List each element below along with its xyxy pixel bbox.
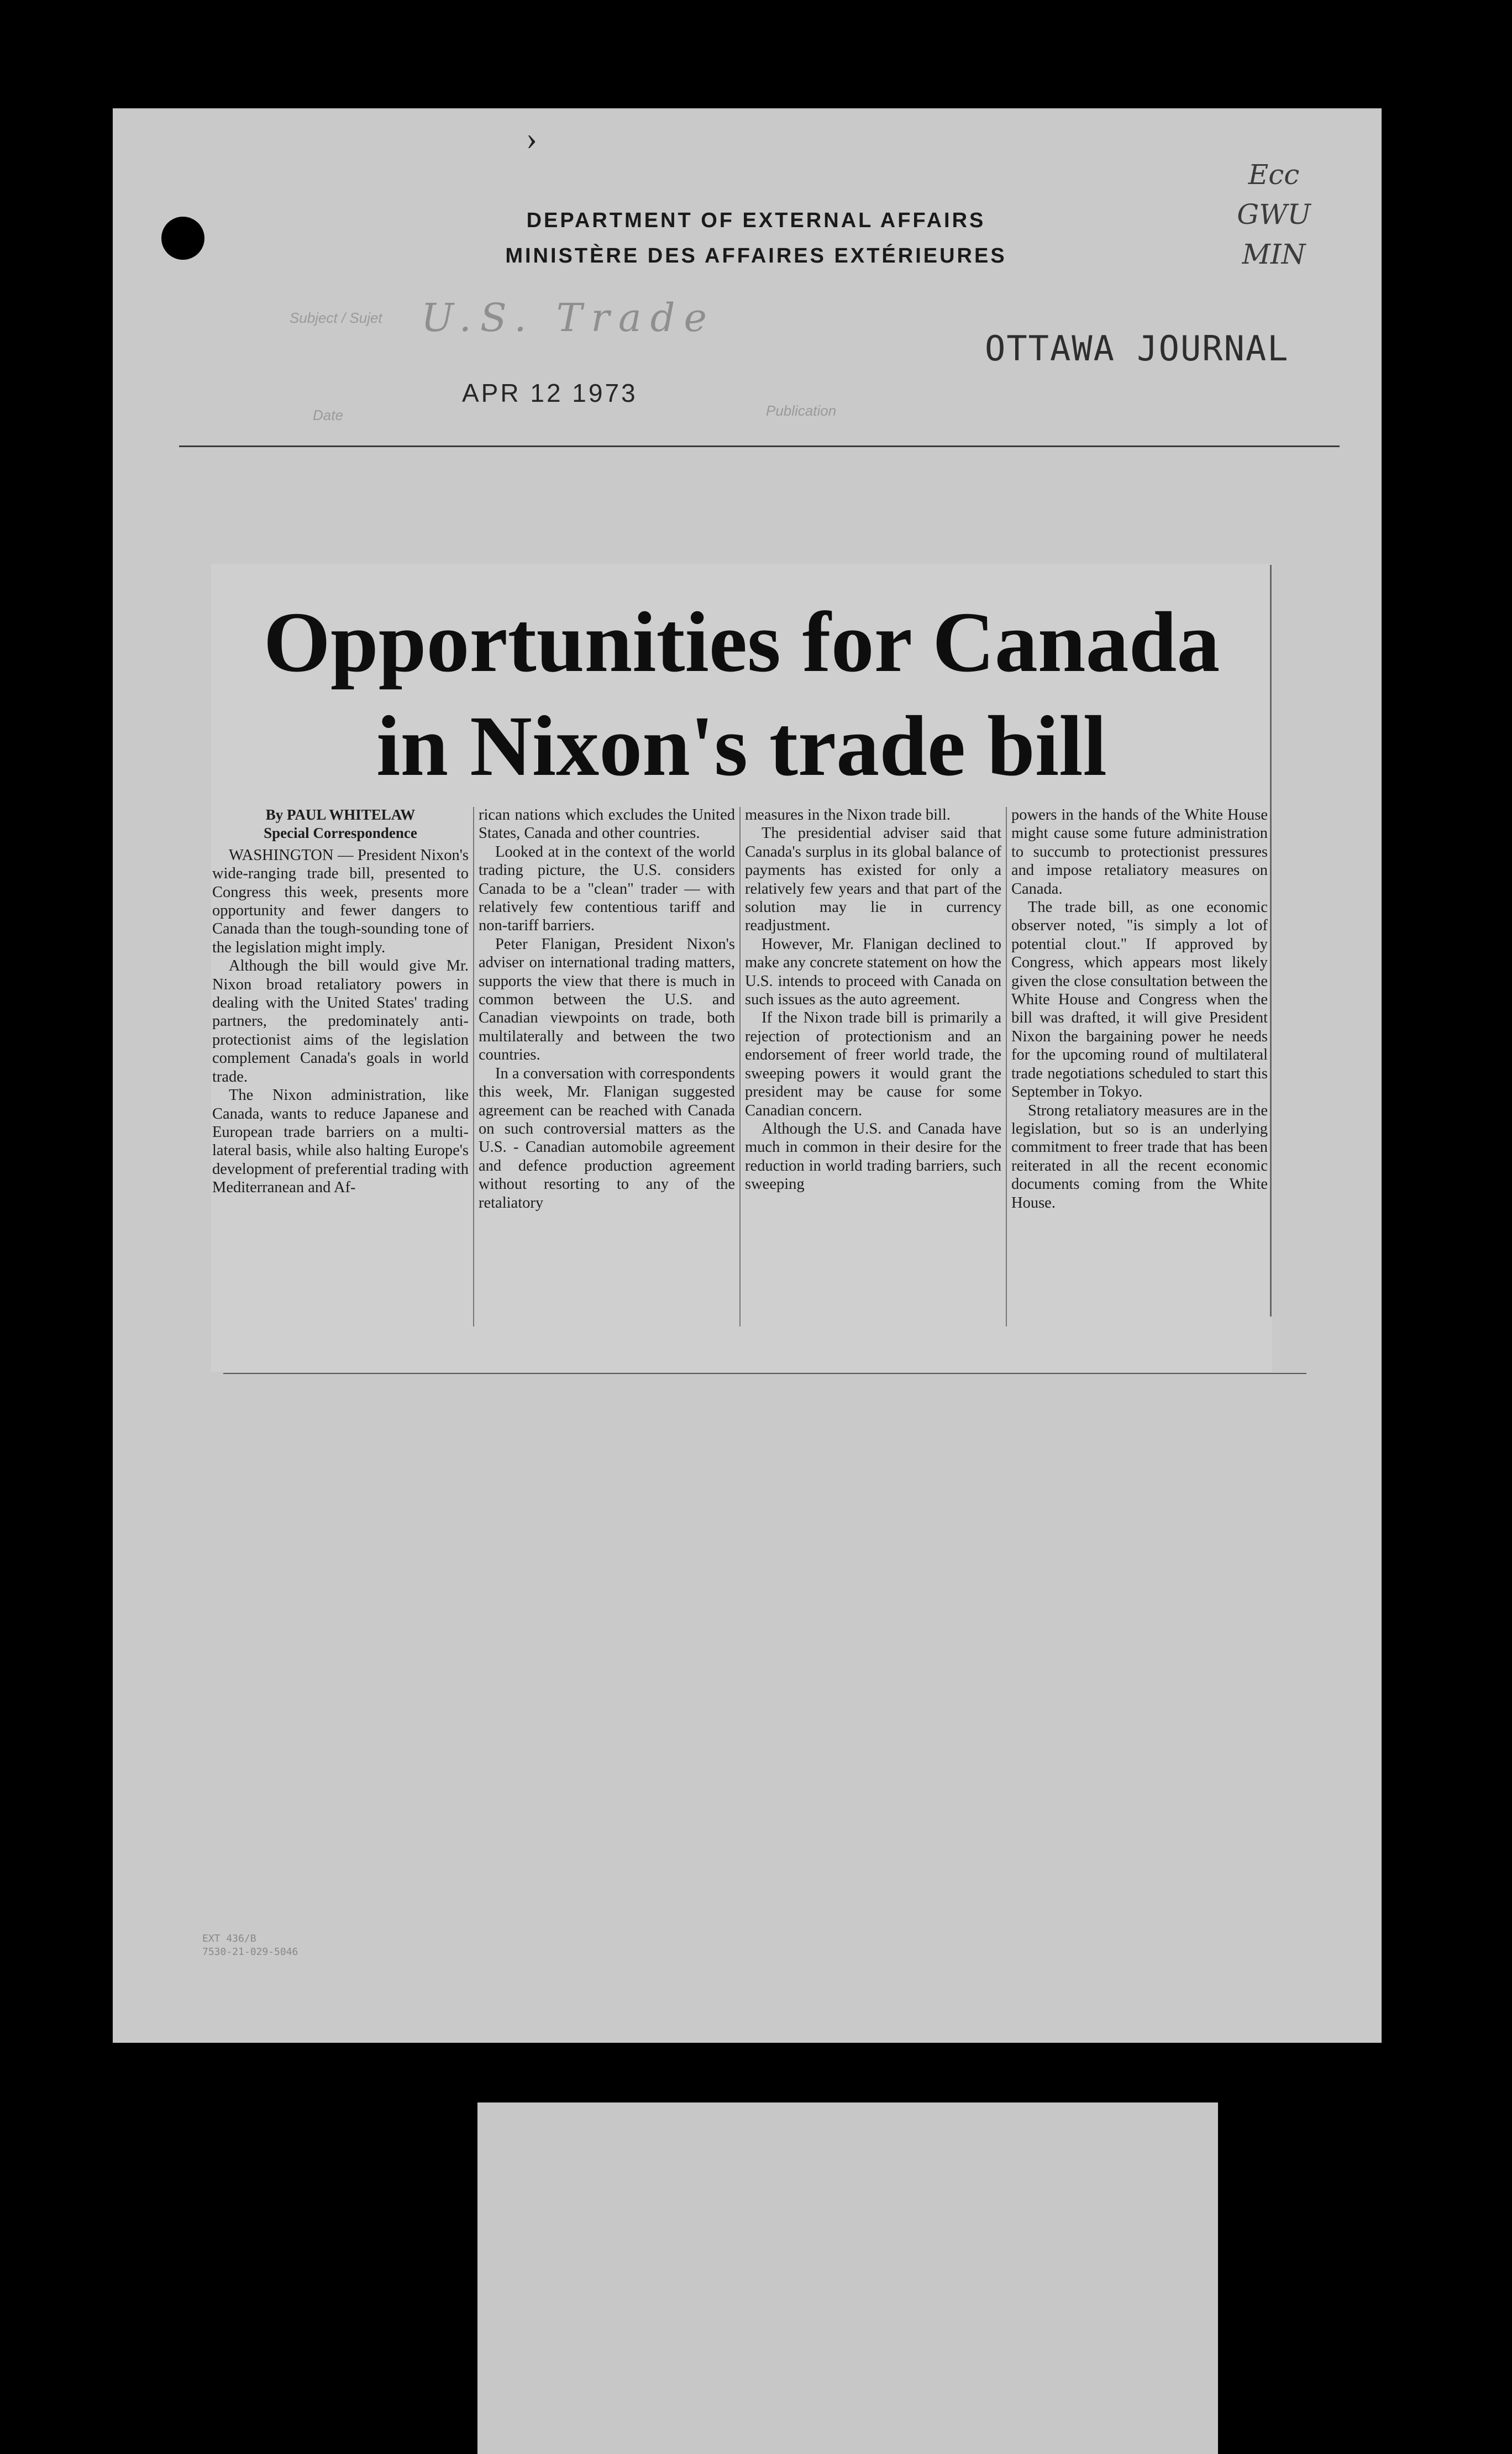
paragraph: Although the bill would give Mr. Nixon broad retaliatory powers in dealing with the United States' trading partners, the predominately anti-protectionist aims of the legislation complement Canada's goals in world trade. [212, 957, 469, 1086]
newspaper-clipping [211, 564, 1272, 1372]
header-divider [179, 445, 1340, 447]
scan-mark: › [526, 120, 537, 156]
paragraph: The trade bill, as one economic observer noted, "is simply a lot of potential clout." If approved by Congress, which appears most likely given the close consultation between the White House and Congress when the bill was drafted, it will give President Nixon the bargaining power he needs for the upcoming round of multilateral trade negotiations scheduled to start this September in Tokyo. [1011, 899, 1268, 1101]
paragraph: WASHINGTON — President Nixon's wide-ranging trade bill, presented to Congress this week, presents more opportunity and fewer dangers to Canada than the tough-sounding tone of the legislation might imply. [212, 846, 469, 956]
article-column-1 [212, 806, 469, 1197]
subject-value: U.S. Trade [421, 295, 716, 340]
form-code [202, 1932, 298, 1959]
byline: By PAUL WHITELAW [265, 806, 416, 823]
blank-card [477, 2102, 1218, 2454]
article-column-3 [745, 806, 1001, 1194]
column-rule [473, 807, 474, 1326]
paragraph: powers in the hands of the White House might cause some future administration to succumb to protectionist pressures and impose retaliatory measures on Canada. [1011, 806, 1268, 898]
date-stamp: APR 12 1973 [462, 379, 638, 407]
routing-initials [1210, 155, 1337, 274]
clipping-bottom-rule [223, 1373, 1306, 1374]
article-column-4 [1011, 806, 1268, 1212]
paragraph: The Nixon administration, like Canada, wants to reduce Japanese and European trade barriers on a multi-lateral basis, while also halting Europe's development of preferential trading with Mediterranean and Af- [212, 1087, 469, 1197]
headline-line-1: Opportunities for Canada [263, 594, 1220, 690]
paragraph: Peter Flanigan, President Nixon's adviser on international trading matters, supports the view that there is much in common between the U.S. and Canadian viewpoints on trade, both multilaterally and between the two countries. [479, 935, 735, 1064]
column-rule [1006, 807, 1007, 1326]
paragraph: The presidential adviser said that Canada's surplus in its global balance of payments has existed for only a relatively few years and that part of the solution may lie in currency readjustment. [745, 825, 1001, 935]
paragraph: However, Mr. Flanigan declined to make any concrete statement on how the U.S. intends to proceed with Canada on such issues as the auto agreement. [745, 935, 1001, 1009]
publication-label: Publication [766, 402, 837, 419]
form-code-line-1: EXT 436/B [202, 1933, 256, 1944]
paragraph: Although the U.S. and Canada have much in common in their desire for the reduction in world trading barriers, such sweeping [745, 1120, 1001, 1193]
paragraph: Strong retaliatory measures are in the legislation, but so is an underlying commitment to freer trade that has been reiterated in all the recent economic documents coming from the White House. [1011, 1102, 1268, 1212]
headline-line-2: in Nixon's trade bill [376, 698, 1107, 794]
paragraph: measures in the Nixon trade bill. [745, 806, 951, 824]
publication-stamp: OTTAWA JOURNAL [985, 328, 1289, 369]
form-code-line-2: 7530-21-029-5046 [202, 1946, 298, 1958]
column-rule [739, 807, 741, 1326]
initial-1: Ecc [1248, 159, 1300, 191]
clipping-edge [1270, 565, 1272, 1317]
initial-2: GWU [1237, 198, 1311, 230]
paragraph: rican nations which excludes the United States, Canada and other countries. [479, 806, 735, 842]
department-header-fr: MINISTÈRE DES AFFAIRES EXTÉRIEURES [505, 244, 1007, 268]
paragraph: In a conversation with correspondents this week, Mr. Flanigan suggested agreement can be reached with Canada on such controversial matters as the U.S. - Canadian automobile agreement and defence production agreement without resorting to any of the retaliatory [479, 1065, 735, 1212]
credit-line: Special Correspondence [264, 825, 417, 842]
subject-label: Subject / Sujet [290, 310, 382, 326]
date-label: Date [313, 407, 343, 423]
article-column-2 [479, 806, 735, 1212]
paragraph: If the Nixon trade bill is primarily a rejection of protectionism and an endorsement of freer world trade, the sweeping powers it would grant the president may be cause for some Canadian concern. [745, 1009, 1001, 1119]
initial-3: MIN [1242, 238, 1306, 270]
department-header-en: DEPARTMENT OF EXTERNAL AFFAIRS [526, 209, 986, 232]
paragraph: Looked at in the context of the world trading picture, the U.S. considers Canada to be a "clean" trader — with relatively few contentious tariff and non-tariff barriers. [479, 843, 735, 935]
